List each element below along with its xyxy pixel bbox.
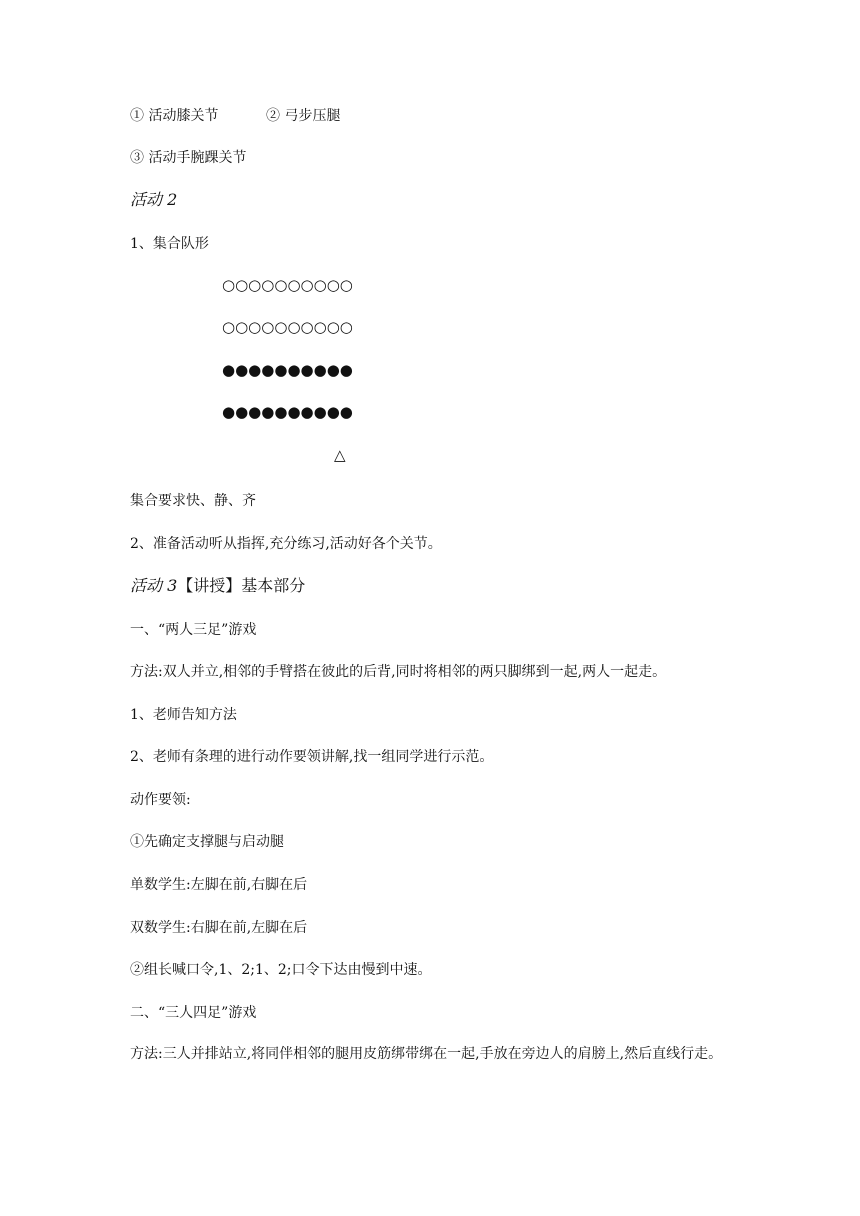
game-2-title: 二、“三人四足”游戏 — [130, 1005, 257, 1021]
odd-students: 单数学生:左脚在前,右脚在后 — [130, 877, 308, 893]
even-students: 双数学生:右脚在前,左脚在后 — [130, 920, 308, 936]
essential-2: ②组长喊口令,1、2;1、2;口令下达由慢到中速。 — [130, 962, 432, 978]
game-1-title: 一、“两人三足”游戏 — [130, 622, 257, 638]
warmup-instruction: 2、准备活动听从指挥,充分练习,活动好各个关节。 — [130, 536, 442, 552]
formation-row-2: ○○○○○○○○○○ — [222, 318, 353, 336]
step-1: 1、老师告知方法 — [130, 707, 237, 723]
warmup-item-lunge: ② 弓步压腿 — [266, 108, 341, 124]
essential-1: ①先确定支撑腿与启动腿 — [130, 834, 284, 850]
activity-3-title: 【讲授】基本部分 — [177, 576, 306, 595]
activity-3-label: 活动 3 — [130, 576, 178, 595]
teacher-marker: △ — [334, 446, 346, 464]
activity-3-heading — [130, 575, 305, 597]
essentials-title: 动作要领: — [130, 792, 191, 808]
warmup-item-wrist-ankle: ③ 活动手腕踝关节 — [130, 150, 247, 166]
step-2: 2、老师有条理的进行动作要领讲解,找一组同学进行示范。 — [130, 749, 494, 765]
formation-row-4: ●●●●●●●●●● — [222, 403, 353, 421]
formation-row-1: ○○○○○○○○○○ — [222, 276, 353, 294]
formation-row-3: ●●●●●●●●●● — [222, 361, 353, 379]
gather-requirement: 集合要求快、静、齐 — [130, 493, 256, 509]
game-1-method: 方法:双人并立,相邻的手臂搭在彼此的后背,同时将相邻的两只脚绑到一起,两人一起走。 — [130, 664, 667, 680]
activity-2-heading: 活动 2 — [130, 190, 178, 209]
game-2-method: 方法:三人并排站立,将同伴相邻的腿用皮筋绑带绑在一起,手放在旁边人的肩膀上,然后直线行走。 — [130, 1046, 723, 1062]
gather-formation-title: 1、集合队形 — [130, 236, 209, 252]
warmup-item-knee: ① 活动膝关节 — [130, 108, 219, 124]
